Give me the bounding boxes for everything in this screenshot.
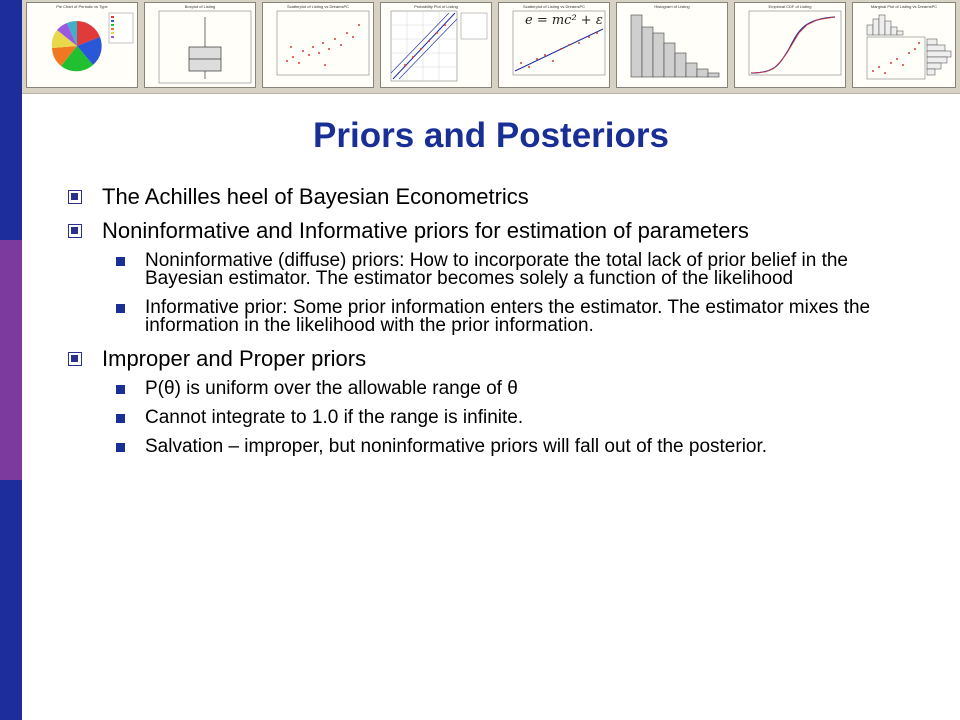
- probability-graphic: [381, 3, 493, 89]
- bullet-list: [68, 184, 928, 467]
- bullet-item: [68, 346, 928, 371]
- square-bullet-icon: [116, 257, 125, 266]
- banner-strip: [22, 0, 960, 94]
- bullet-text: Improper and Proper priors: [102, 346, 367, 371]
- bullet-item: [68, 184, 928, 209]
- sub-bullet-item: [116, 409, 928, 427]
- sub-bullet-list: [116, 380, 928, 456]
- sub-bullet-text: Cannot integrate to 1.0 if the range is infinite.: [145, 407, 524, 428]
- square-bullet-icon: [116, 443, 125, 452]
- square-bullet-icon: [116, 304, 125, 313]
- left-accent-bar: [0, 0, 22, 720]
- sub-bullet-text: P(θ) is uniform over the allowable range of θ: [145, 378, 518, 399]
- sub-bullet-text: Informative prior: Some prior information enters the estimator. The estimator mixes the information in the likelihood with the prior information.: [145, 297, 871, 336]
- thumbnail-boxplot: Boxplot of Listing: [144, 2, 256, 88]
- scatter-graphic: [263, 3, 375, 89]
- thumbnail-pie: Pie Chart of Periodic vs Type: [26, 2, 138, 88]
- pie-graphic: [27, 3, 139, 89]
- marginal-graphic: [853, 3, 957, 89]
- cdf-graphic: [735, 3, 847, 89]
- square-bullet-icon: [116, 385, 125, 394]
- thumbnail-histogram: Histogram of Listing: [616, 2, 728, 88]
- sub-bullet-item: [116, 299, 928, 335]
- sub-bullet-text: Noninformative (diffuse) priors: How to incorporate the total lack of prior belief in the Bayesian estimator. The estimator becomes solely a function of the likelihood: [145, 250, 848, 289]
- thumbnail-marginal: Marginal Plot of Listing vs DreamsPC: [852, 2, 956, 88]
- bullet-item: [68, 218, 928, 243]
- thumbnail-regression: Scatterplot of Listing vs DreamsPC e = mc² + ε: [498, 2, 610, 88]
- sub-bullet-item: [116, 380, 928, 398]
- bullet-text: The Achilles heel of Bayesian Econometrics: [102, 184, 529, 209]
- square-bullet-icon: [116, 414, 125, 423]
- sub-bullet-item: [116, 438, 928, 456]
- histogram-graphic: [617, 3, 729, 89]
- bullet-marker-icon: [68, 190, 82, 204]
- thumbnail-cdf: Empirical CDF of Listing: [734, 2, 846, 88]
- bullet-marker-icon: [68, 224, 82, 238]
- boxplot-graphic: [145, 3, 257, 89]
- sub-bullet-text: Salvation – improper, but noninformative priors will fall out of the posterior.: [145, 436, 768, 457]
- sub-bullet-list: [116, 252, 928, 335]
- bullet-marker-icon: [68, 352, 82, 366]
- thumbnail-probability: Probability Plot of Listing: [380, 2, 492, 88]
- thumbnail-scatter: Scatterplot of Listing vs DreamsPC: [262, 2, 374, 88]
- formula-label: e = mc² + ε: [525, 13, 603, 28]
- sub-bullet-item: [116, 252, 928, 288]
- bullet-text: Noninformative and Informative priors for estimation of parameters: [102, 218, 749, 243]
- slide-title: Priors and Posteriors: [313, 116, 669, 155]
